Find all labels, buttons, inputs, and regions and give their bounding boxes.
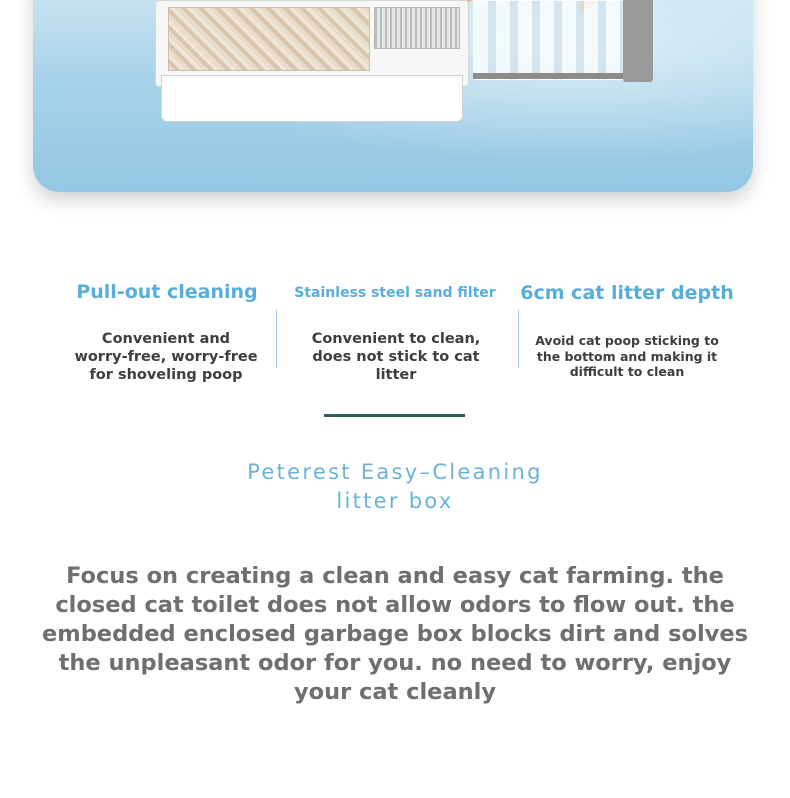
description-line: the unpleasant odor for you. no need to worry, enjoy <box>58 650 732 676</box>
subheading-line: litter box <box>336 489 454 513</box>
feature-desc-line: Avoid cat poop sticking to <box>535 333 719 348</box>
description-line: your cat cleanly <box>293 679 497 705</box>
cat-litter <box>168 7 370 71</box>
feature-desc-line: the bottom and making it <box>536 348 718 364</box>
feature-desc-line: does not stick to cat <box>312 349 480 365</box>
feature-desc-pull-out <box>60 330 272 384</box>
product-hero-image <box>33 0 753 192</box>
litter-tray <box>155 0 469 87</box>
feature-desc-line: worry-free, worry-free <box>74 349 258 365</box>
drawer-rail-bar <box>473 73 643 79</box>
feature-title-steel-filter: Stainless steel sand filter <box>294 285 496 301</box>
feature-divider <box>518 310 519 368</box>
description-line: Focus on creating a clean and easy cat farming. the <box>66 563 724 589</box>
drawer-slide-rail <box>473 0 645 80</box>
steel-sand-filter <box>374 7 460 49</box>
litter-drawer <box>161 75 463 122</box>
feature-title-pull-out: Pull-out cleaning <box>76 281 258 303</box>
feature-desc-line: litter <box>375 367 417 383</box>
drawer-handle <box>623 0 653 82</box>
description-line: closed cat toilet does not allow odors to flow out. the <box>55 592 735 618</box>
feature-desc-line: Convenient and <box>101 331 231 347</box>
subheading-line: Peterest Easy–Cleaning <box>247 460 543 484</box>
feature-desc-line: for shoveling poop <box>89 367 243 383</box>
feature-divider <box>276 310 277 368</box>
feature-desc-litter-depth <box>524 333 730 380</box>
product-description <box>20 562 770 707</box>
section-divider <box>324 414 465 417</box>
feature-desc-line: Convenient to clean, <box>311 331 481 347</box>
feature-desc-line: difficult to clean <box>569 364 685 379</box>
product-subheading <box>195 458 595 516</box>
description-line: embedded enclosed garbage box blocks dirt and solves <box>42 621 748 647</box>
feature-title-litter-depth: 6cm cat litter depth <box>520 282 734 304</box>
feature-desc-steel-filter <box>296 330 496 384</box>
